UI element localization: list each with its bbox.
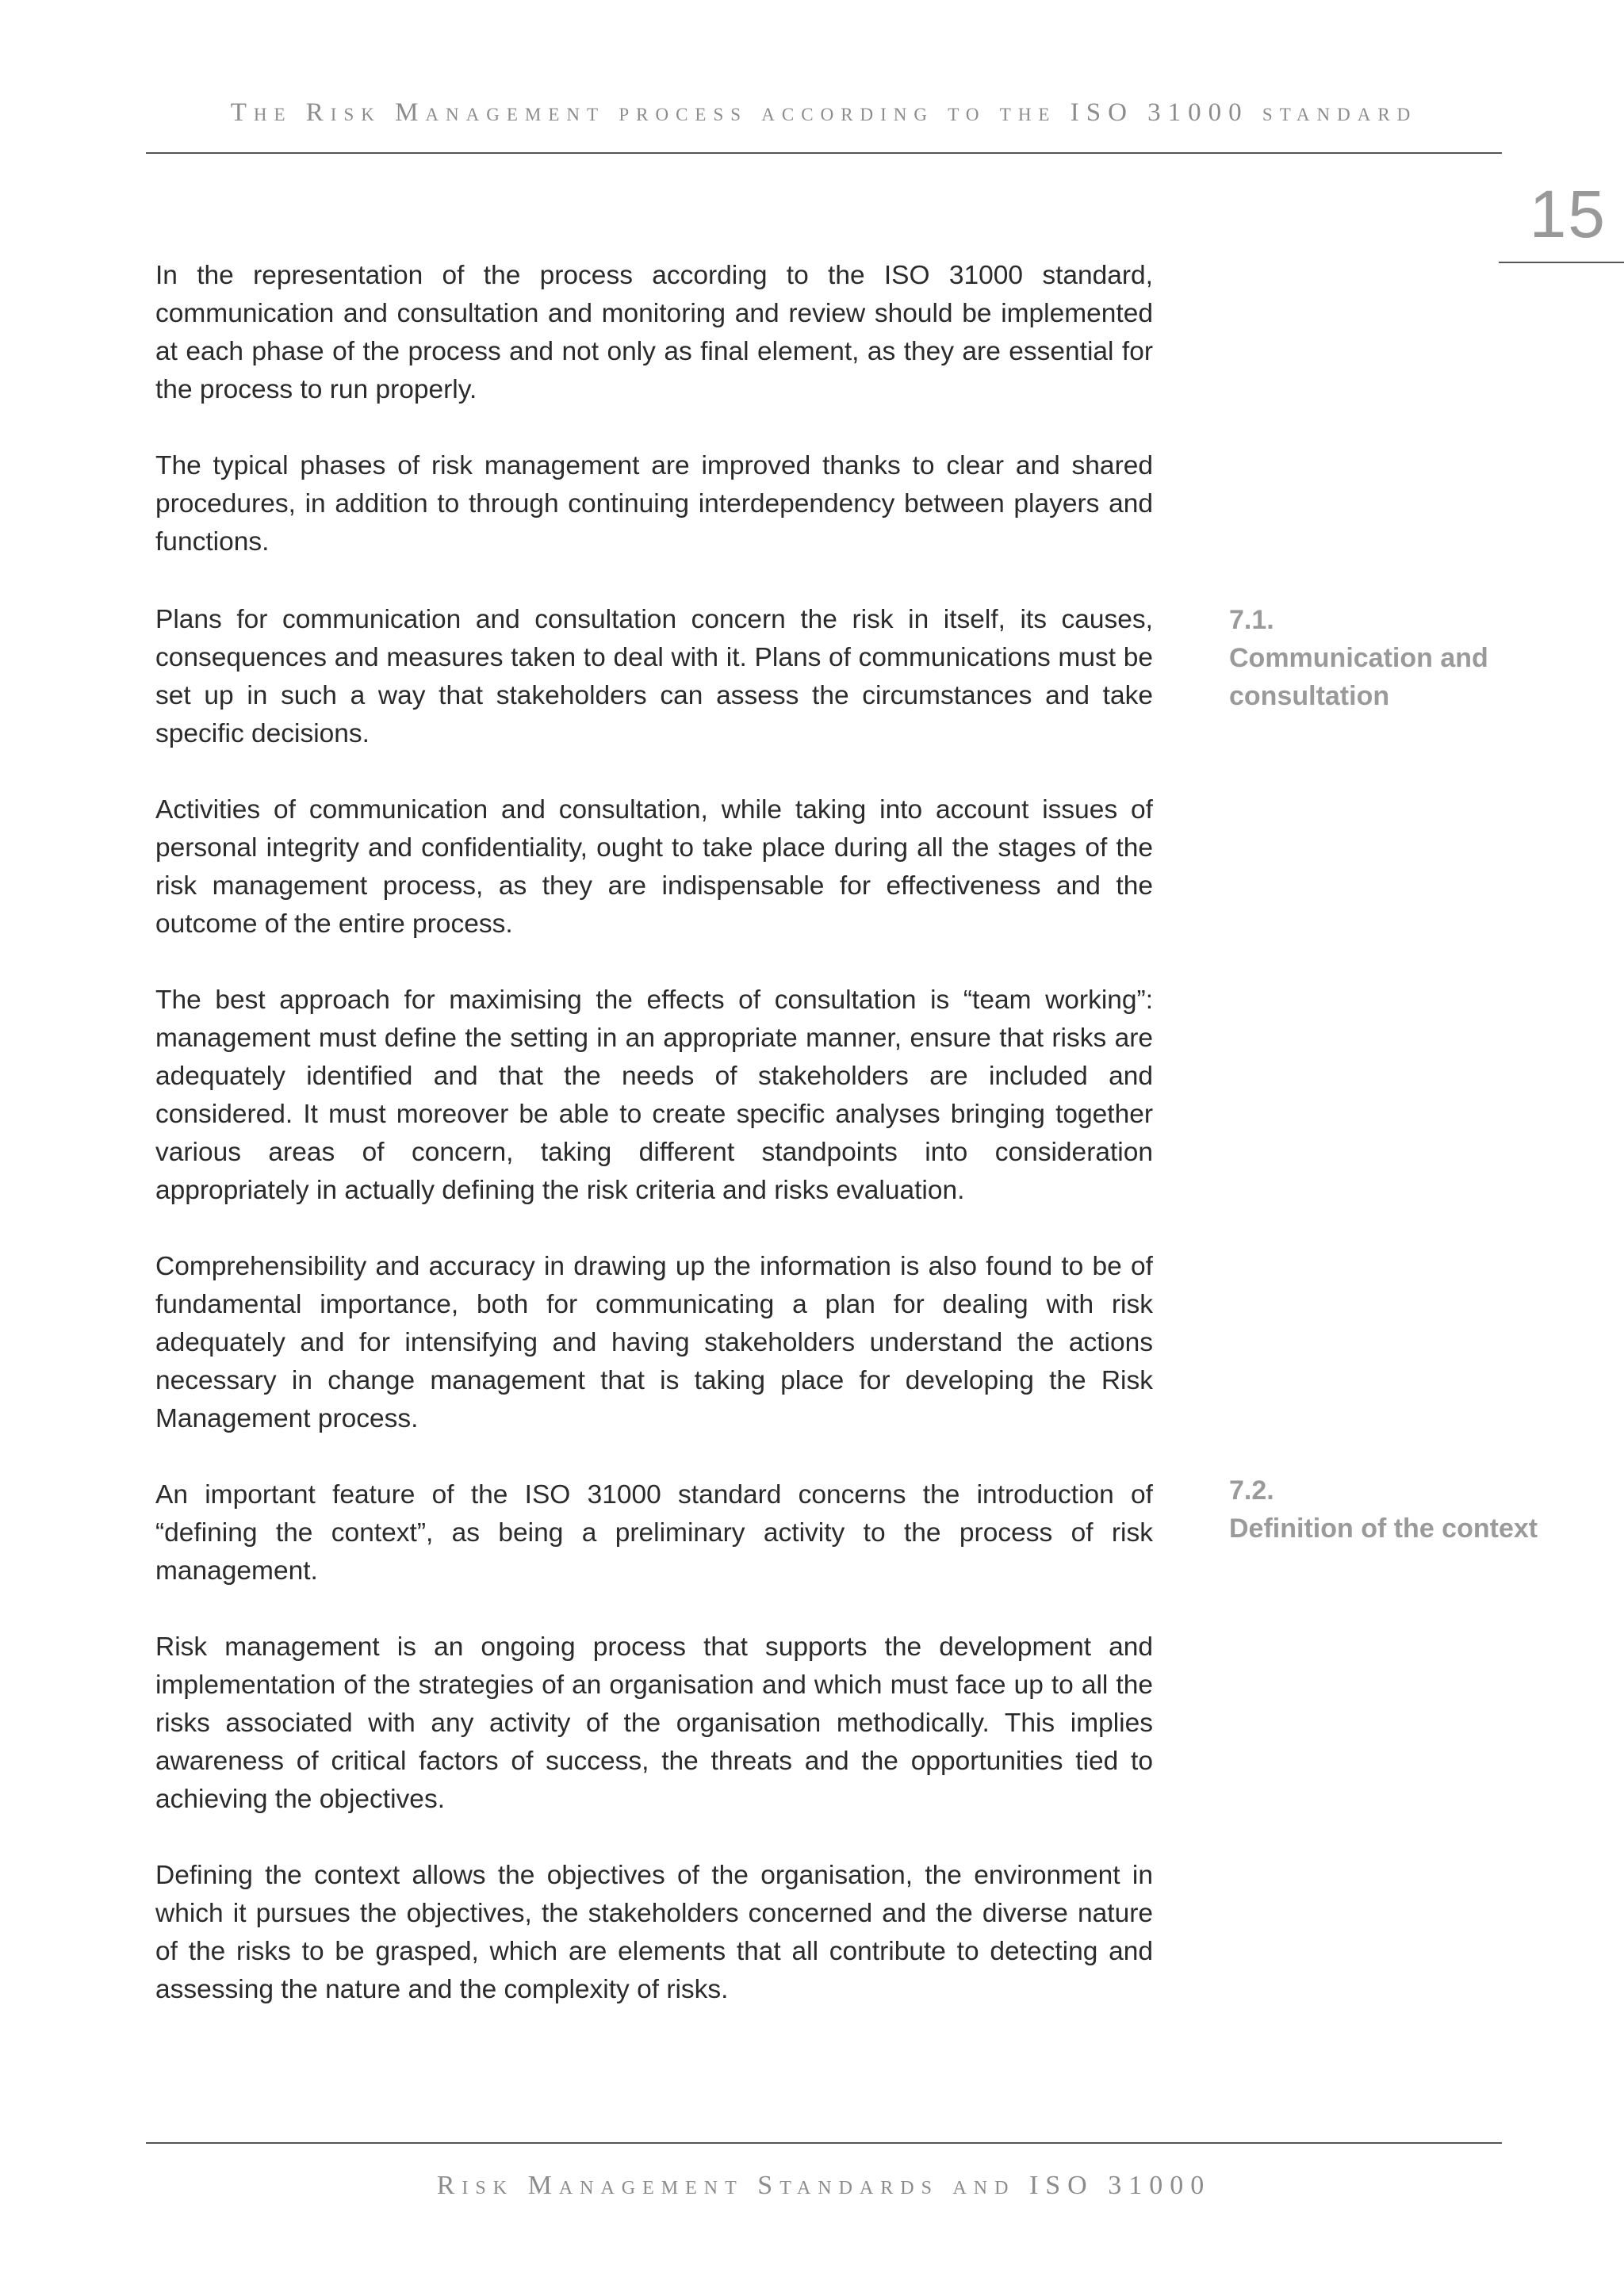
page-number: 15 xyxy=(1529,177,1607,251)
section-number: 7.1. xyxy=(1229,605,1274,635)
body-paragraph: Plans for communication and consultation concern the risk in itself, its causes, consequences and measures taken to deal with it. Plans of communications must be set up in such a way that stakeholders can assess the circumstances and take specific decisions. xyxy=(155,605,1153,748)
running-header: The Risk Management process according to the ISO 31000 standard xyxy=(230,98,1418,127)
section-body-context xyxy=(155,1476,1153,2009)
section-body-communication xyxy=(155,601,1153,1438)
body-paragraph: Risk management is an ongoing process that supports the development and implementation of the strategies of an organisation and which must face up to all the risks associated with any activity of the organisation methodically. This implies awareness of critical factors of success, the threats and the opportunities tied to achieving the objectives. xyxy=(155,1632,1153,1814)
header-rule xyxy=(146,152,1502,154)
body-paragraph: Activities of communication and consultation, while taking into account issues of personal integrity and confidentiality, ought to take place during all the stages of the risk management process, as they are indispensable for effectiveness and the outcome of the entire process. xyxy=(155,795,1153,939)
page-number-rule xyxy=(1499,262,1624,263)
section-title: Definition of the context xyxy=(1229,1513,1538,1544)
running-footer: Risk Management Standards and ISO 31000 xyxy=(436,2171,1212,2200)
intro-paragraph: The typical phases of risk management are improved thanks to clear and shared procedures, in addition to through continuing interdependency between players and functions. xyxy=(155,451,1153,557)
intro-block xyxy=(155,257,1153,561)
body-paragraph: Comprehensibility and accuracy in drawing up the information is also found to be of fundamental importance, both for communicating a plan for dealing with risk adequately and for intensifying and having stakeholders understand the actions necessary in change management that is taking place for developing the Risk Management process. xyxy=(155,1252,1153,1433)
section-title: Communication and consultation xyxy=(1229,643,1488,711)
section-heading-communication xyxy=(1229,601,1562,715)
intro-paragraph: In the representation of the process according to the ISO 31000 standard, communication and consultation and monitoring and review should be implemented at each phase of the process and not only as final element, as they are essential for the process to run properly. xyxy=(155,261,1153,404)
footer-rule xyxy=(146,2142,1502,2144)
section-number: 7.2. xyxy=(1229,1475,1274,1506)
body-paragraph: The best approach for maximising the effects of consultation is “team working”: management must define the setting in an appropriate manner, ensure that risks are adequately identified and that the needs of stakeholders are included and considered. It must moreover be able to create specific analyses bringing together various areas of concern, taking different standpoints into consideration appropriately in actually defining the risk criteria and risks evaluation. xyxy=(155,985,1153,1205)
section-heading-context xyxy=(1229,1471,1562,1548)
body-paragraph: Defining the context allows the objectives of the organisation, the environment in which it pursues the objectives, the stakeholders concerned and the diverse nature of the risks to be grasped, which are elements that all contribute to detecting and assessing the nature and the complexity of risks. xyxy=(155,1861,1153,2004)
body-paragraph: An important feature of the ISO 31000 standard concerns the introduction of “defining the context”, as being a preliminary activity to the process of risk management. xyxy=(155,1480,1153,1586)
